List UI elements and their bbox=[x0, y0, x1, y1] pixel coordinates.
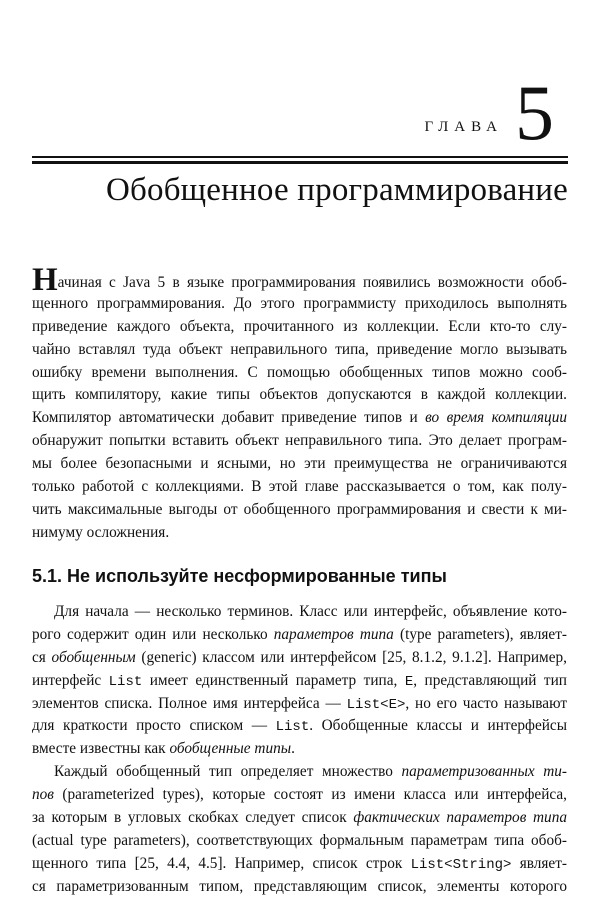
text-line: ся обобщенным (generic) классом или интерфейсом [25, 8.1.2, 9.1.2]. Например, bbox=[32, 648, 567, 666]
text-line: Каждый обобщенный тип определяет множество параметризованных ти- bbox=[54, 763, 567, 781]
drop-cap: Н bbox=[32, 262, 58, 298]
text-line: для краткости просто списком — List. Обобщенные классы и интерфейсы bbox=[32, 717, 567, 736]
intro-paragraph bbox=[32, 262, 567, 545]
text-line: (actual type parameters), соответствующих формальным параметрам типа обоб- bbox=[32, 831, 567, 849]
section-body bbox=[32, 601, 567, 899]
chapter-header bbox=[424, 69, 554, 156]
text-line: интерфейс List имеет единственный параметр типа, E, представляющий тип bbox=[32, 671, 567, 690]
text-line: щенного типа [25, 4.4, 4.5]. Например, список строк List<String> являет- bbox=[32, 854, 567, 873]
text-line: Начиная с Java 5 в языке программирования появились возможности обоб- bbox=[32, 262, 567, 298]
text-line: нимуму осложнения. bbox=[32, 523, 170, 541]
text-line: чить максимальные выгоды от обобщенного программирования и свести к ми- bbox=[32, 500, 567, 518]
text-line: чайно вставлял туда объект неправильного типа, приведение могло вызывать bbox=[32, 340, 567, 358]
chapter-rule-bar bbox=[32, 161, 568, 164]
text-line: Компилятор автоматически добавит приведение типов и во время компиляции bbox=[32, 409, 567, 427]
text-line: мы более безопасными и ясными, но эти преимущества не ограничиваются bbox=[32, 455, 567, 473]
chapter-number: 5 bbox=[515, 69, 554, 156]
text-line: обнаружит попытки вставить объект неправильного типа. Это делает програм- bbox=[32, 432, 567, 450]
text-line: приведение каждого объекта, прочитанного из коллекции. Если кто-то слу- bbox=[32, 317, 567, 335]
text-line: рого содержит один или несколько параметров типа (type parameters), являет- bbox=[32, 625, 567, 643]
text-line: пов (parameterized types), которые состоят из имени класса или интерфейса, bbox=[32, 786, 567, 804]
chapter-label: ГЛАВА bbox=[424, 119, 503, 135]
text-line: ошибку времени выполнения. С помощью обобщенных типов можно сооб- bbox=[32, 363, 567, 381]
text-line: за которым в угловых скобках следует список фактических параметров типа bbox=[32, 809, 567, 827]
section-heading: 5.1. Не используйте несформированные типы bbox=[32, 566, 447, 586]
text-line: ся параметризованным типом, представляющим список, элементы которого bbox=[32, 877, 567, 895]
text-line: вместе известны как обобщенные типы. bbox=[32, 740, 295, 758]
chapter-title: Обобщенное программирование bbox=[105, 172, 568, 208]
text-line: щить компилятору, какие типы объектов допускаются в каждой коллекции. bbox=[32, 386, 567, 404]
text-line: элементов списка. Полное имя интерфейса — List<E>, но его часто называют bbox=[32, 694, 567, 713]
text-line: щенного программирования. До этого программисту приходилось выполнять bbox=[32, 294, 567, 312]
text-line: только работой с коллекциями. В этой главе рассказывается о том, как полу- bbox=[32, 478, 567, 496]
text-line: Для начала — несколько терминов. Класс или интерфейс, объявление кото- bbox=[54, 603, 567, 620]
